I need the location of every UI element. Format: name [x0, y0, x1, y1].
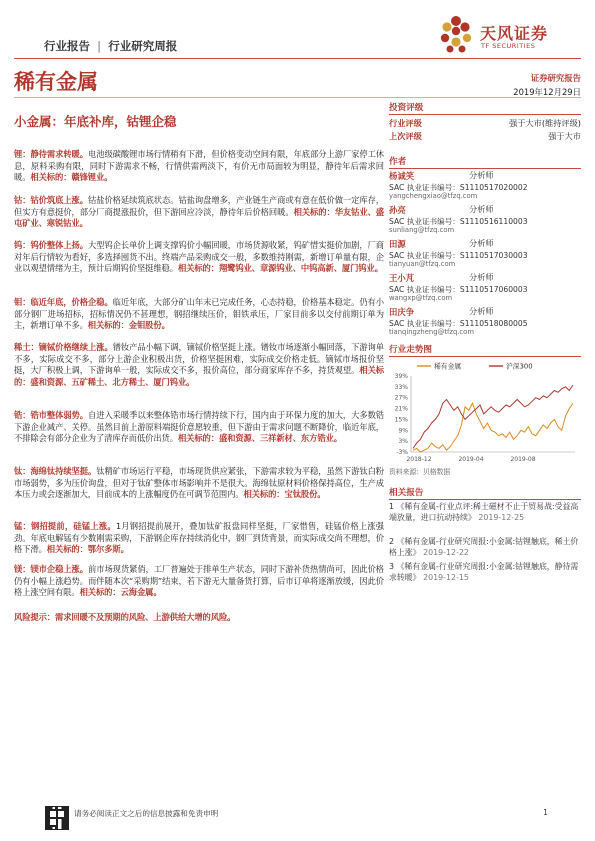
target-stocks: 宝钛股份。	[284, 489, 326, 500]
related-report-date: 2019-12-25	[478, 513, 525, 522]
target-label: 相关标的：	[293, 206, 335, 217]
author-email[interactable]: wangxp@tfzq.com	[389, 294, 453, 302]
target-stocks: 鄂尔多斯。	[87, 544, 129, 555]
body-paragraph	[14, 297, 384, 332]
author-name: 田源	[389, 239, 406, 249]
qr-code	[45, 806, 69, 830]
paragraph-lead: 钼：临近年底，价格企稳。	[14, 297, 113, 307]
paragraph-lead: 风险提示：	[14, 612, 55, 622]
target-label: 相关标的：	[177, 263, 219, 274]
paragraph-text: 前市场现货紧俏，工厂普遍处于排单生产状态，同时下游补货热情尚可，因此价格仍有小幅上涨趋势。而伴随本次“采购期”结束，若下游无大量备货打算，后市订单将逐渐放缓，因此价格上涨空间有限。	[14, 564, 385, 598]
x-tick-label: 2018-12	[406, 456, 432, 463]
related-report-title[interactable]: 2 《稀有金属-行业研究周报:小金属:钴锂触底，稀土价格上涨》	[389, 537, 579, 557]
paragraph-lead: 钴：钴价筑底上涨。	[14, 195, 89, 205]
authors-section-title: 作者	[389, 155, 581, 169]
paragraph-lead: 锂：静待需求转暖。	[14, 149, 89, 159]
y-tick-label: 39%	[394, 373, 408, 380]
target-stocks: 金钼股份。	[128, 320, 170, 331]
legend-label: 稀有金属	[434, 362, 462, 371]
author-role: 分析师	[469, 170, 494, 180]
related-section-title: 相关报告	[389, 486, 581, 500]
industry-rating-label: 行业评级	[389, 118, 422, 128]
report-type: 证券研究报告	[530, 73, 581, 83]
target-label: 相关标的：	[87, 320, 129, 331]
y-tick-label: 9%	[398, 427, 408, 435]
page-number: 1	[543, 808, 548, 817]
body-paragraph	[14, 564, 384, 599]
paragraph-text: 钴盐价格延续筑底状态。钴盐询盘增多，产业链生产商或有意在低价做一定库存，但实方有意挺价，部分厂商提涨报价，但下游回应冷淡，静待年后价格回暖。	[14, 195, 385, 217]
paragraph-lead: 稀土：镝铽价格继续上涨。	[14, 342, 113, 352]
target-stocks: 盛和资源、三祥新材、东方锆业。	[218, 433, 342, 444]
x-tick-label: 2019-08	[510, 456, 536, 463]
paragraph-text: 电池级碳酸锂市场行情稍有下滑，但价格变动空间有限，年底部分上游厂家停工休息，原料采购有限，同时下游需求不畅，行情供需两淡下，有价无市局面较为明显，静待年后需求回暖。	[14, 149, 385, 183]
report-date: 2019年12月29日	[513, 87, 581, 97]
paragraph-lead: 钨：钨价整体上扬。	[14, 240, 89, 250]
body-paragraph	[14, 612, 384, 624]
x-tick-label: 2019-04	[458, 456, 484, 463]
paragraph-lead: 钛：海绵钛持续坚挺。	[14, 466, 97, 476]
industry-rating-value: 强于大市(维持评级)	[509, 118, 581, 128]
author-email[interactable]: tianyuan@tfzq.com	[389, 260, 456, 268]
target-label: 相关标的：	[14, 365, 385, 387]
paragraph-text: 1月钢招提前展开，叠加钛矿报盘同样坚挺，厂家惜售，硅锰价格上涨强劲。年底电解锰有少数刚需采购，下游钢企库存持续消化中，钢厂到货背景，而实际成交尚不理想，价格下滑。	[14, 521, 384, 555]
target-stocks: 盛和资源、五矿稀土、北方稀土、厦门钨业。	[30, 376, 195, 387]
target-label: 相关标的：	[46, 544, 88, 555]
author-role: 分析师	[469, 272, 494, 282]
y-tick-label: 33%	[394, 383, 408, 391]
author-sac-number: SAC 执业证书编号：S1110517030003	[389, 251, 528, 260]
paragraph-lead: 镁：镁市企稳上涨。	[14, 564, 89, 574]
author-sac-number: SAC 执业证书编号：S1110516110003	[389, 217, 528, 226]
brand-name: 天风证券	[480, 24, 549, 43]
target-stocks: 赣锋锂业。	[71, 172, 113, 183]
brand-en: TF SECURITIES	[481, 42, 536, 50]
author-sac-number: SAC 执业证书编号：S1110517020002	[389, 183, 528, 192]
related-report-item[interactable]	[389, 536, 581, 558]
author-role: 分析师	[469, 306, 494, 316]
body-paragraph	[14, 342, 384, 388]
author-name: 田庆争	[389, 307, 415, 317]
related-report-date: 2019-12-22	[423, 548, 469, 557]
author-name: 杨诚笑	[389, 171, 415, 181]
tf-flower-icon	[436, 15, 476, 53]
series-line	[413, 403, 573, 452]
previous-rating-label: 上次评级	[389, 131, 422, 141]
previous-rating-value: 强于大市	[548, 131, 581, 141]
target-label: 相关标的：	[243, 489, 285, 500]
body-paragraph	[14, 195, 384, 230]
paragraph-text: 钛精矿市场运行平稳，市场现货供应紧张，下游需求较为平稳，虽然下游钛白粉市场弱势，多为压价询盘，但对于钛矿整体市场影响并不是很大。海绵钛原材料价格保持高位，生产成本压力或会逐渐加大，目前成本的上涨幅度仍在可调节范围内。	[14, 466, 384, 500]
y-tick-label: 21%	[394, 405, 408, 413]
target-stocks: 翔鹭钨业、章源钨业、中钨高新、厦门钨业。	[218, 263, 383, 274]
author-role: 分析师	[469, 204, 494, 214]
paragraph-text: 大型钨企长单价上调支撑钨价小幅回暖，市场货源收紧，钨矿惜实挺价加剧，厂商对年后行情较为看好，多选择囤货不出。终端产品采购成交一般，多数维持刚需，新增订单量有限，企业以观望情绪为主，预计后期钨价坚挺维稳。	[14, 240, 385, 274]
author-name: 孙亮	[389, 205, 406, 215]
author-sac-number: SAC 执业证书编号：S1110518080005	[389, 319, 528, 328]
paragraph-lead: 锆：锆市整体弱势。	[14, 410, 89, 420]
body-paragraph	[14, 240, 384, 275]
body-paragraph	[14, 149, 384, 184]
sub-category-label: 行业研究周报	[108, 39, 178, 53]
body-paragraph	[14, 466, 384, 501]
trend-section-title: 行业走势图	[389, 343, 581, 357]
trend-chart	[389, 358, 581, 470]
series-line	[413, 385, 573, 448]
author-email[interactable]: yangchengxiao@tfzq.com	[389, 192, 478, 200]
category-label: 行业报告	[44, 39, 90, 53]
chart-source: 资料来源：贝格数据	[389, 468, 451, 476]
body-paragraph	[14, 410, 384, 445]
author-name: 王小芃	[389, 273, 415, 283]
paragraph-text: 临近年底，大部分矿山年末已完成任务，心态持稳，价格基本稳定。仍有小部分钢厂进场招标，招标情况仍不甚理想，钢招继续压价，钼铁承压，厂家目前多以交付前期订单为主，新增订单不多。	[14, 297, 384, 331]
author-email[interactable]: sunliang@tfzq.com	[389, 226, 455, 234]
related-report-date: 2019-12-15	[423, 573, 469, 582]
paragraph-lead: 锰：钢招提前，硅锰上涨。	[14, 521, 116, 531]
header-rule	[14, 58, 581, 59]
title-rule	[14, 97, 581, 98]
related-report-item[interactable]	[389, 501, 581, 523]
rating-section-title: 投资评级	[389, 101, 581, 115]
sector-title: 稀有金属	[14, 70, 98, 94]
headline: 小金属：年底补库，钴锂企稳	[14, 114, 177, 129]
y-tick-label: 15%	[394, 416, 408, 424]
report-category: 行业报告 | 行业研究周报	[44, 39, 178, 53]
target-stocks: 华友钴业、盛屯矿业、寒锐钴业。	[14, 206, 384, 229]
footer-disclaimer: 请务必阅读正文之后的信息披露和免责申明	[74, 809, 219, 818]
target-stocks: 云海金属。	[120, 587, 162, 598]
related-report-title[interactable]: 3 《稀有金属-行业研究周报:小金属:钴锂触底，静待需求转暖》	[389, 562, 579, 582]
related-report-title[interactable]: 1 《稀有金属-行业点评:稀土磁材不止于贸易战:受益高端放量，进口抗动持续》	[389, 502, 579, 522]
y-tick-label: -3%	[396, 449, 408, 456]
body-paragraph	[14, 521, 384, 556]
target-label: 相关标的：	[30, 172, 72, 183]
y-tick-label: 3%	[398, 438, 408, 446]
target-label: 相关标的：	[177, 433, 219, 444]
target-stocks: 需求回暖不及预期的风险、上游供给大增的风险。	[55, 612, 236, 622]
author-sac-number: SAC 执业证书编号：S1110517060003	[389, 285, 528, 294]
author-email[interactable]: tianqingzheng@tfzq.com	[389, 328, 474, 336]
related-report-item[interactable]	[389, 561, 581, 583]
author-role: 分析师	[469, 238, 494, 248]
paragraph-text: 自进入采暖季以来整体锆市场行情持续下行，国内由于环保力度的加大，大多数锆下游企业减产、关停。虽然目前上游原料端挺价意愿较重，但下游由于需求问题不断降价，临近年底，不排除会有部分企业为了清库存而低价出货。	[14, 410, 385, 444]
brand-logo	[436, 15, 586, 55]
paragraph-text: 镨钕产品小幅下调，镝铽价格坚挺上涨。镨钕市场逐渐小幅回落，下游询单不多，实际成交不多，部分上游企业积极出货，价格坚挺困难，实际成交价格走低。镝铽市场报价坚挺，大厂积极上调，下游询单一般，实际成交不多，报价高位，部分商家库存不多，持货观望。	[14, 342, 384, 376]
target-label: 相关标的：	[79, 587, 121, 598]
legend-label: 沪深300	[506, 362, 533, 371]
y-tick-label: 27%	[394, 394, 408, 402]
